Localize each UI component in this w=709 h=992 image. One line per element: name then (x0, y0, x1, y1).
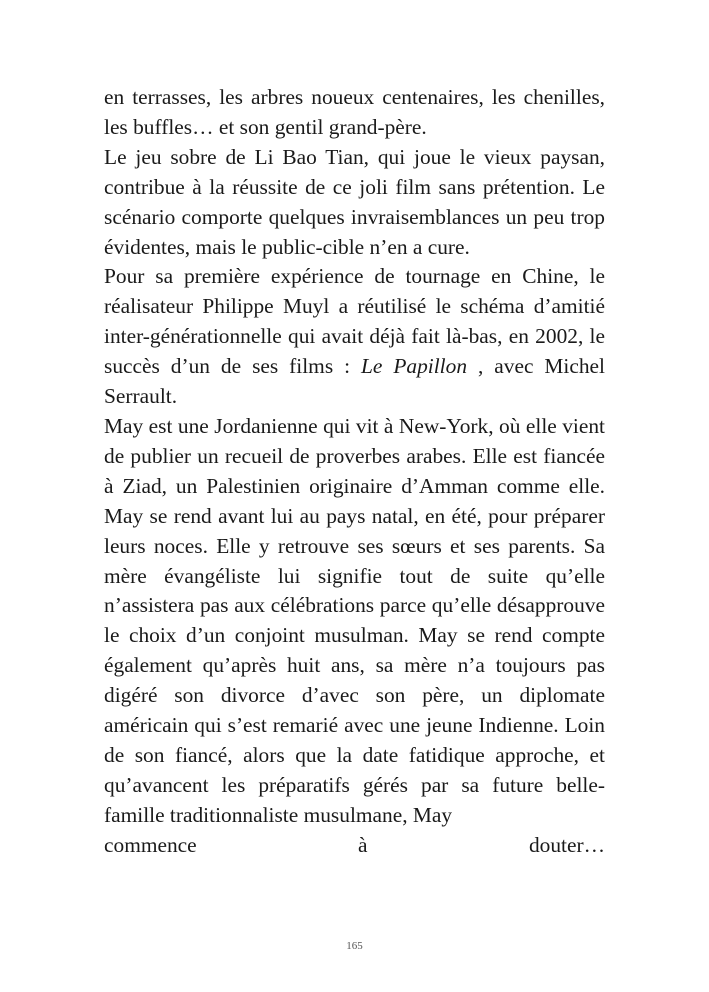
paragraph-4 (104, 412, 605, 831)
paragraph-4-last-line: commence à douter… (104, 832, 605, 857)
paragraph-2: Le jeu sobre de Li Bao Tian, qui joue le vieux paysan, contribue à la réussite de ce joli film sans prétention. Le scénario comporte quelques invraisemblances un peu trop évidentes, mais le public-cible n’en a cure. (104, 144, 605, 259)
paragraph-3 (104, 262, 605, 412)
page-number: 165 (346, 940, 363, 952)
paragraph-1: en terrasses, les arbres noueux centenaires, les chenilles, les buffles… et son gentil grand-père. (104, 85, 605, 139)
paragraph-4-text: May est une Jordanienne qui vit à New-York, où elle vient de publier un recueil de proverbes arabes. Elle est fiancée à Ziad, un Palestinien originaire d’Amman comme elle. May se rend avant lui au pays natal, en été, pour préparer leurs noces. Elle y retrouve ses sœurs et ses parents. Sa mère évangéliste lui signifie tout de suite qu’elle n’assistera pas aux célébrations parce qu’elle désapprouve le choix d’un conjoint musulman. May se rend compte également qu’après huit ans, sa mère n’a toujours pas digéré son divorce d’avec son père, un diplomate américain qui s’est remarié avec une jeune Indienne. Loin de son fiancé, alors que la date fatidique approche, et qu’avancent les préparatifs gérés par sa future belle-famille traditionnaliste musulmane, May (104, 413, 605, 827)
paragraph-3-text-after: , avec Michel Serrault. (104, 354, 605, 409)
page-body (104, 83, 605, 861)
paragraph-3-text-before: Pour sa première expérience de tournage en Chine, le réalisateur Philippe Muyl a réutilisé le schéma d’amitié inter-générationnelle qui avait déjà fait là-bas, en 2002, le succès d’un de ses films : (104, 264, 605, 379)
film-title: Le Papillon (361, 354, 468, 379)
